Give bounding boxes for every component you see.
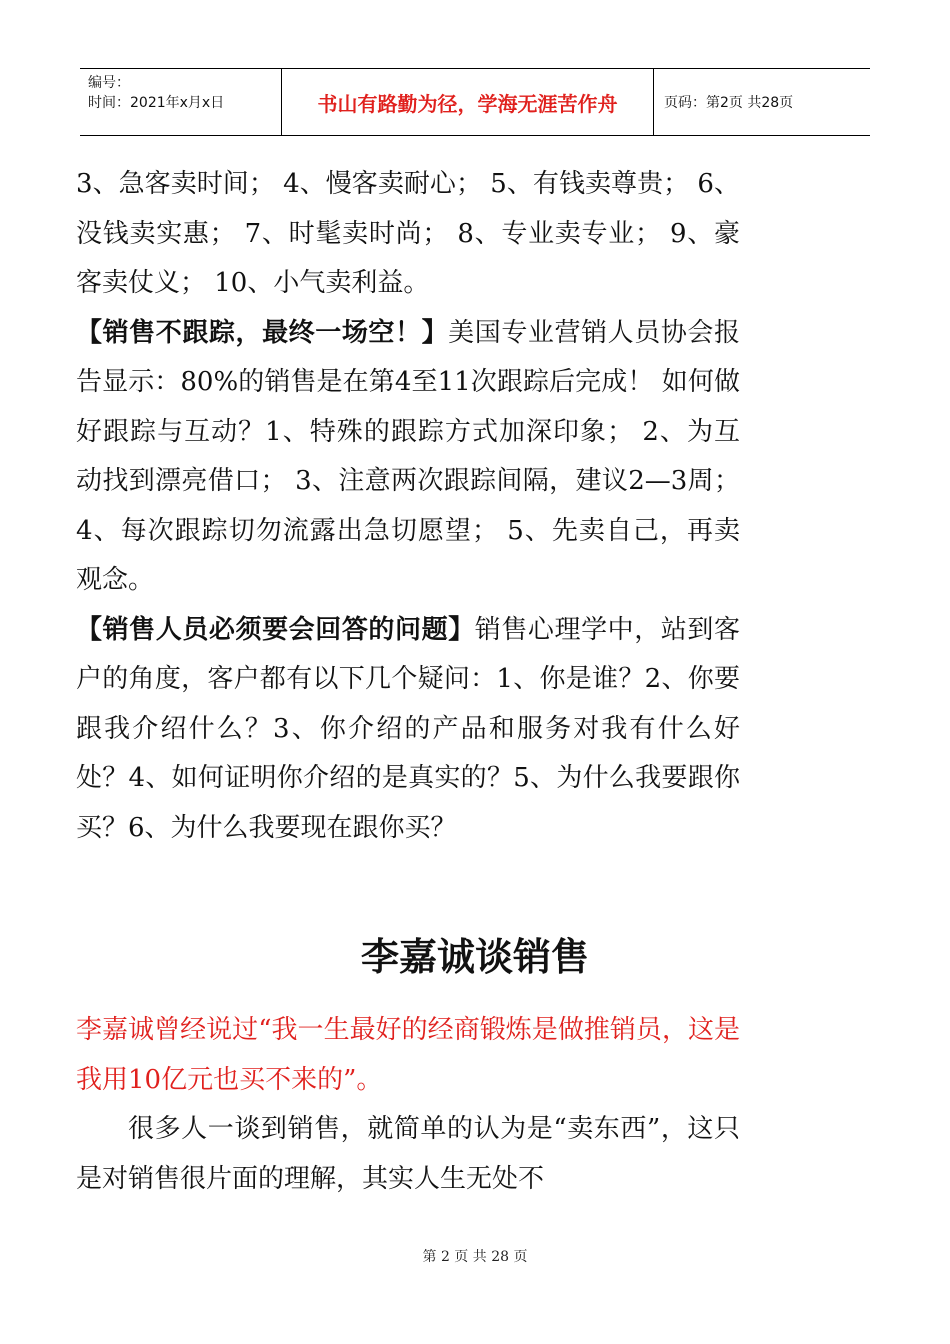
paragraph-sales-intro: 很多人一谈到销售，就简单的认为是“卖东西”，这只是对销售很片面的理解，其实人生无处不 — [76, 1114, 740, 1194]
header-motto: 书山有路勤为径，学海无涯苦作舟 — [282, 69, 654, 135]
paragraph-follow-up — [76, 309, 740, 606]
section-title: 李嘉诚谈销售 — [360, 935, 589, 979]
page-footer: 第 2 页 共 28 页 — [422, 1249, 528, 1265]
page-header — [80, 68, 870, 136]
paragraph-questions — [76, 606, 740, 854]
questions-heading: 【销售人员必须要会回答的问题】 — [76, 614, 475, 645]
questions-text: 销售心理学中，站到客户的角度，客户都有以下几个疑问：1、你是谁？2、你要跟我介绍什么？3、你介绍的产品和服务对我有什么好处？4、如何证明你介绍的是真实的？5、为什么我要跟你买？6、为什么我要现在跟你买？ — [76, 614, 740, 843]
time-label: 时间：2021年x月x日 — [88, 95, 225, 111]
follow-up-text: 美国专业营销人员协会报告显示：80%的销售是在第4至11次跟踪后完成！ 如何做好跟踪与互动？1、特殊的跟踪方式加深印象； 2、为互动找到漂亮借口； 3、注意两次跟踪间隔，建议2—3周； 4、每次跟踪切勿流露出急切愿望； 5、先卖自己，再卖观念。 — [76, 317, 740, 595]
number-label: 编号： — [88, 75, 130, 91]
document-body-upper — [76, 160, 740, 853]
paragraph-customer-types: 3、急客卖时间； 4、慢客卖耐心； 5、有钱卖尊贵； 6、没钱卖实惠； 7、时髦卖时尚； 8、专业卖专业； 9、豪客卖仗义； 10、小气卖利益。 — [76, 169, 740, 298]
header-page-info: 页码：第2页 共28页 — [664, 95, 794, 111]
follow-up-heading: 【销售不跟踪，最终一场空！】 — [76, 317, 449, 348]
document-body-lower — [76, 1006, 740, 1204]
header-meta — [80, 69, 282, 135]
quote-paragraph: 李嘉诚曾经说过“我一生最好的经商锻炼是做推销员，这是我用10亿元也买不来的”。 — [76, 1015, 740, 1095]
